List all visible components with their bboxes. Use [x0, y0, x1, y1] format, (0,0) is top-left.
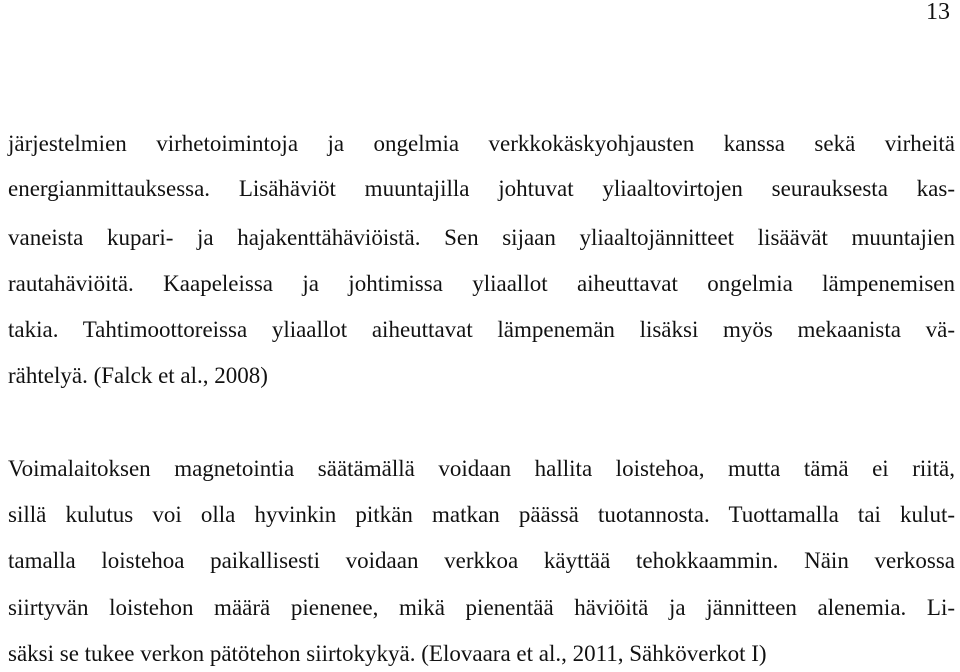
text-line: järjestelmien virhetoimintoja ja ongelmia verkkokäskyohjausten kanssa sekä virheitä	[8, 131, 955, 156]
text-line: Voimalaitoksen magnetointia säätämällä voidaan hallita loistehoa, mutta tämä ei riitä,	[8, 456, 955, 481]
text-line: sillä kulutus voi olla hyvinkin pitkän matkan päässä tuotannosta. Tuottamalla tai kulut-	[8, 502, 955, 527]
text-line: rautahäviöitä. Kaapeleissa ja johtimissa yliaallot aiheuttavat ongelmia lämpenemisen	[8, 271, 955, 296]
text-line: säksi se tukee verkon pätötehon siirtokykyä. (Elovaara et al., 2011, Sähköverkot I)	[8, 641, 767, 666]
text-line: rähtelyä. (Falck et al., 2008)	[8, 363, 268, 388]
text-line: siirtyvän loistehon määrä pienenee, mikä pienentää häviöitä ja jännitteen alenemia. Li-	[8, 595, 955, 620]
page-number: 13	[926, 0, 950, 25]
text-line: takia. Tahtimoottoreissa yliaallot aiheuttavat lämpenemän lisäksi myös mekaanista vä-	[8, 317, 955, 342]
text-line: energianmittauksessa. Lisähäviöt muuntajilla johtuvat yliaaltovirtojen seurauksesta kas-	[8, 176, 955, 201]
text-line: tamalla loistehoa paikallisesti voidaan verkkoa käyttää tehokkaammin. Näin verkossa	[8, 548, 955, 573]
text-line: vaneista kupari- ja hajakenttähäviöistä. Sen sijaan yliaaltojännitteet lisäävät muuntajien	[8, 225, 955, 250]
